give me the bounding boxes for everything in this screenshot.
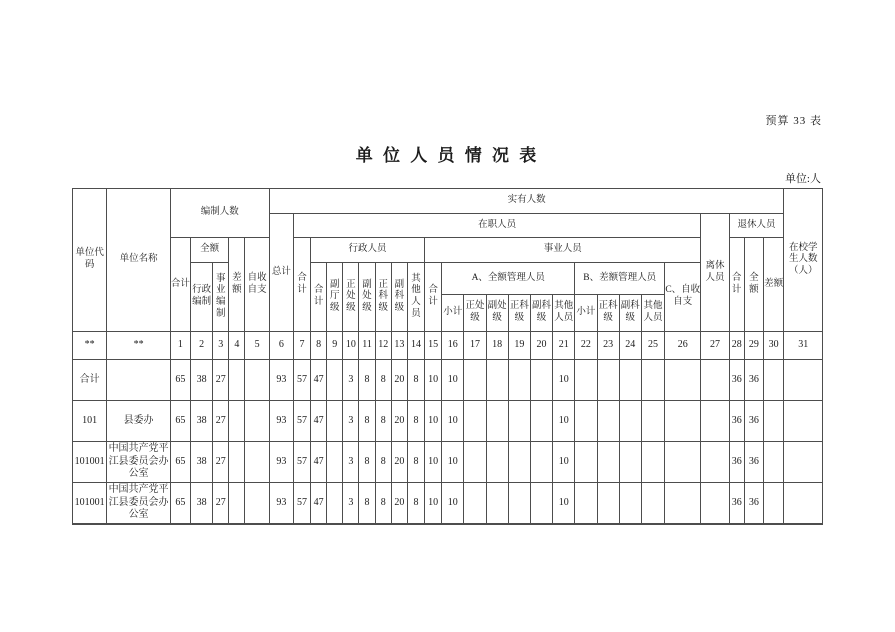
col-header-deputy-section-level: 副科级 [391, 263, 407, 332]
value-cell: 10 [442, 360, 464, 401]
value-cell [665, 483, 701, 525]
col-header-a-deputy-section: 副科级 [530, 295, 552, 332]
value-cell: 20 [391, 442, 407, 483]
table-row [73, 360, 823, 401]
value-cell: 20 [391, 401, 407, 442]
value-cell [597, 483, 619, 525]
column-number: 10 [343, 332, 359, 360]
column-number: 2 [191, 332, 213, 360]
column-number: 23 [597, 332, 619, 360]
col-header-b-other: 其他人员 [641, 295, 664, 332]
value-cell [763, 442, 784, 483]
col-header-admin-group: 行政人员 [311, 238, 425, 263]
column-number: ** [73, 332, 107, 360]
value-cell [575, 483, 597, 525]
col-header-admin-establishment: 行政编制 [191, 263, 213, 332]
column-number: 18 [486, 332, 508, 360]
col-header-b-deputy-section: 副科级 [619, 295, 641, 332]
col-header-a-division-chief: 正处级 [464, 295, 486, 332]
unit-name-cell [107, 360, 171, 401]
value-cell [327, 401, 343, 442]
column-number: 30 [763, 332, 784, 360]
column-number: 16 [442, 332, 464, 360]
value-cell: 3 [343, 483, 359, 525]
column-number-row [73, 332, 823, 360]
value-cell: 65 [170, 360, 190, 401]
value-cell: 10 [425, 401, 442, 442]
value-cell: 93 [269, 483, 293, 525]
value-cell: 38 [191, 483, 213, 525]
value-cell [245, 401, 269, 442]
col-header-onduty-total: 合计 [293, 238, 310, 332]
column-number: 31 [784, 332, 823, 360]
value-cell: 65 [170, 483, 190, 525]
column-number: 13 [391, 332, 407, 360]
column-number: 17 [464, 332, 486, 360]
value-cell [784, 483, 823, 525]
column-number: 14 [407, 332, 424, 360]
value-cell: 8 [407, 483, 424, 525]
value-cell [464, 442, 486, 483]
value-cell [508, 483, 530, 525]
value-cell [597, 401, 619, 442]
value-cell: 3 [343, 360, 359, 401]
value-cell: 38 [191, 442, 213, 483]
value-cell [641, 442, 664, 483]
value-cell: 36 [729, 442, 744, 483]
value-cell [619, 442, 641, 483]
value-cell: 8 [375, 360, 391, 401]
col-header-retired-group: 退休人员 [729, 214, 784, 238]
value-cell [701, 360, 729, 401]
column-number: 21 [553, 332, 575, 360]
unit-code-cell: 合计 [73, 360, 107, 401]
value-cell: 3 [343, 442, 359, 483]
value-cell [530, 360, 552, 401]
value-cell: 8 [375, 483, 391, 525]
col-header-retired-diff: 差额 [763, 238, 784, 332]
table-row [73, 401, 823, 442]
col-header-deputy-dept-level: 副厅级 [327, 263, 343, 332]
value-cell [784, 442, 823, 483]
value-cell: 27 [213, 483, 229, 525]
personnel-table [72, 188, 823, 525]
value-cell: 8 [407, 401, 424, 442]
unit-name-cell: 中国共产党平江县委员会办公室 [107, 483, 171, 525]
value-cell: 47 [311, 483, 327, 525]
col-header-grand-total: 总计 [269, 214, 293, 332]
value-cell [701, 401, 729, 442]
value-cell: 65 [170, 401, 190, 442]
value-cell [245, 360, 269, 401]
value-cell [619, 360, 641, 401]
value-cell [508, 442, 530, 483]
column-number: 6 [269, 332, 293, 360]
col-header-retired-full: 全额 [744, 238, 763, 332]
value-cell [530, 483, 552, 525]
value-cell [701, 483, 729, 525]
col-header-admin-total: 合计 [311, 263, 327, 332]
value-cell [508, 360, 530, 401]
value-cell [229, 401, 245, 442]
col-header-students: 在校学生人数（人） [784, 189, 823, 332]
column-number: 19 [508, 332, 530, 360]
value-cell: 20 [391, 360, 407, 401]
value-cell [530, 442, 552, 483]
value-cell: 8 [359, 483, 375, 525]
value-cell: 10 [442, 483, 464, 525]
value-cell [327, 360, 343, 401]
value-cell [464, 360, 486, 401]
column-number: 28 [729, 332, 744, 360]
value-cell [575, 442, 597, 483]
unit-code-cell: 101 [73, 401, 107, 442]
value-cell: 8 [407, 360, 424, 401]
col-header-staffing-full: 全额 [191, 238, 229, 263]
col-header-a-section-chief: 正科级 [508, 295, 530, 332]
value-cell [486, 483, 508, 525]
value-cell [245, 442, 269, 483]
value-cell [575, 360, 597, 401]
value-cell [641, 360, 664, 401]
value-cell [486, 360, 508, 401]
value-cell: 10 [425, 442, 442, 483]
value-cell [229, 360, 245, 401]
value-cell: 36 [729, 401, 744, 442]
value-cell [619, 483, 641, 525]
value-cell: 10 [442, 401, 464, 442]
column-number: 5 [245, 332, 269, 360]
col-header-b-section-chief: 正科级 [597, 295, 619, 332]
value-cell [464, 401, 486, 442]
value-cell [641, 483, 664, 525]
unit-label: 单位:人 [784, 173, 821, 185]
value-cell: 57 [293, 401, 310, 442]
value-cell: 10 [553, 483, 575, 525]
unit-code-cell: 101001 [73, 483, 107, 525]
value-cell: 65 [170, 442, 190, 483]
column-number: 20 [530, 332, 552, 360]
column-number: 11 [359, 332, 375, 360]
value-cell [641, 401, 664, 442]
unit-code-cell: 101001 [73, 442, 107, 483]
column-number: 15 [425, 332, 442, 360]
value-cell: 3 [343, 401, 359, 442]
value-cell [784, 360, 823, 401]
value-cell [763, 360, 784, 401]
value-cell: 27 [213, 360, 229, 401]
value-cell: 36 [744, 483, 763, 525]
col-header-actual-group: 实有人数 [269, 189, 784, 214]
col-header-staffing-diff: 差额 [229, 238, 245, 332]
value-cell [784, 401, 823, 442]
col-header-section-chief-level: 正科级 [375, 263, 391, 332]
header-row-1 [73, 189, 823, 214]
value-cell: 10 [553, 442, 575, 483]
unit-name-cell: 中国共产党平江县委员会办公室 [107, 442, 171, 483]
value-cell [763, 401, 784, 442]
value-cell: 8 [359, 360, 375, 401]
table-row [73, 483, 823, 525]
column-number: 7 [293, 332, 310, 360]
value-cell: 36 [744, 442, 763, 483]
value-cell: 38 [191, 360, 213, 401]
value-cell: 38 [191, 401, 213, 442]
value-cell: 8 [375, 401, 391, 442]
col-header-staffing-total: 合计 [170, 238, 190, 332]
value-cell [597, 360, 619, 401]
table-row [73, 442, 823, 483]
value-cell [464, 483, 486, 525]
value-cell: 36 [729, 483, 744, 525]
value-cell [245, 483, 269, 525]
value-cell: 8 [359, 442, 375, 483]
value-cell: 47 [311, 401, 327, 442]
value-cell: 47 [311, 442, 327, 483]
value-cell: 36 [744, 360, 763, 401]
col-header-institution-establishment: 事业编制 [213, 263, 229, 332]
column-number: 9 [327, 332, 343, 360]
column-number: ** [107, 332, 171, 360]
value-cell: 20 [391, 483, 407, 525]
col-header-group-a: A、全额管理人员 [442, 263, 575, 295]
value-cell [229, 483, 245, 525]
value-cell: 27 [213, 442, 229, 483]
value-cell [665, 442, 701, 483]
value-cell [530, 401, 552, 442]
column-number: 24 [619, 332, 641, 360]
col-header-division-chief-level: 正处级 [343, 263, 359, 332]
col-header-a-subtotal: 小计 [442, 295, 464, 332]
value-cell [597, 442, 619, 483]
page-title: 单 位 人 员 情 况 表 [355, 146, 540, 165]
value-cell: 36 [744, 401, 763, 442]
value-cell [763, 483, 784, 525]
sheet-label: 预算 33 表 [765, 115, 822, 127]
column-number: 1 [170, 332, 190, 360]
value-cell: 57 [293, 483, 310, 525]
value-cell [229, 442, 245, 483]
value-cell: 36 [729, 360, 744, 401]
column-number: 8 [311, 332, 327, 360]
value-cell [508, 401, 530, 442]
value-cell [327, 483, 343, 525]
column-number: 27 [701, 332, 729, 360]
col-header-staffing-self: 自收自支 [245, 238, 269, 332]
col-header-onduty-group: 在职人员 [293, 214, 700, 238]
col-header-retired-total: 合计 [729, 238, 744, 332]
column-number: 4 [229, 332, 245, 360]
column-number: 3 [213, 332, 229, 360]
value-cell: 10 [425, 360, 442, 401]
value-cell: 57 [293, 360, 310, 401]
col-header-a-deputy-division: 副处级 [486, 295, 508, 332]
column-number: 26 [665, 332, 701, 360]
value-cell: 57 [293, 442, 310, 483]
value-cell: 93 [269, 360, 293, 401]
col-header-a-other: 其他人员 [553, 295, 575, 332]
column-number: 25 [641, 332, 664, 360]
value-cell: 93 [269, 442, 293, 483]
value-cell [327, 442, 343, 483]
value-cell: 10 [442, 442, 464, 483]
col-header-lixiu: 离休人员 [701, 214, 729, 332]
column-number: 29 [744, 332, 763, 360]
value-cell [575, 401, 597, 442]
col-header-institution-total: 合计 [425, 263, 442, 332]
col-header-institution-group: 事业人员 [425, 238, 701, 263]
value-cell: 93 [269, 401, 293, 442]
value-cell [486, 442, 508, 483]
column-number: 12 [375, 332, 391, 360]
value-cell: 8 [359, 401, 375, 442]
value-cell: 8 [407, 442, 424, 483]
col-header-admin-other: 其他人员 [407, 263, 424, 332]
value-cell: 47 [311, 360, 327, 401]
col-header-b-subtotal: 小计 [575, 295, 597, 332]
col-header-unit-name: 单位名称 [107, 189, 171, 332]
value-cell [701, 442, 729, 483]
unit-name-cell: 县委办 [107, 401, 171, 442]
value-cell: 10 [553, 401, 575, 442]
col-header-group-c: C、自收自支 [665, 263, 701, 332]
value-cell: 10 [425, 483, 442, 525]
value-cell [665, 360, 701, 401]
value-cell [486, 401, 508, 442]
value-cell: 8 [375, 442, 391, 483]
col-header-staffing-group: 编制人数 [170, 189, 269, 238]
col-header-unit-code: 单位代码 [73, 189, 107, 332]
col-header-deputy-division-level: 副处级 [359, 263, 375, 332]
value-cell: 10 [553, 360, 575, 401]
column-number: 22 [575, 332, 597, 360]
value-cell [665, 401, 701, 442]
col-header-group-b: B、差额管理人员 [575, 263, 665, 295]
value-cell [619, 401, 641, 442]
value-cell: 27 [213, 401, 229, 442]
